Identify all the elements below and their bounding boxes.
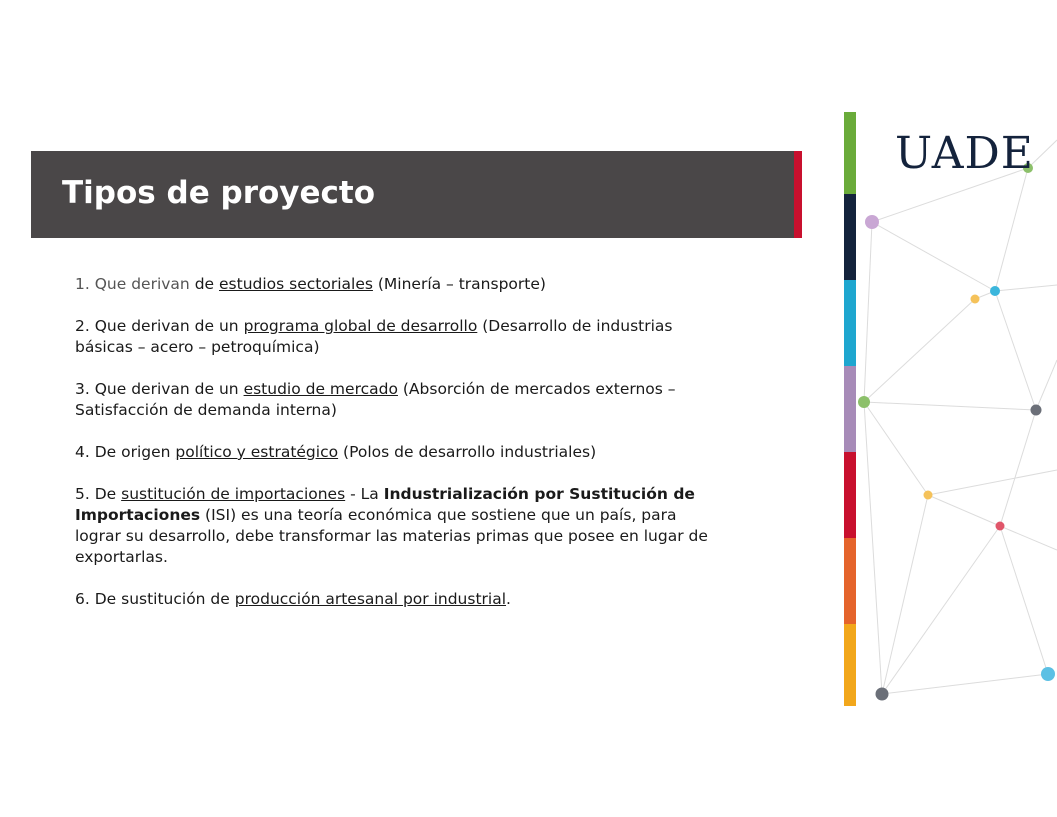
list-item bbox=[75, 316, 725, 358]
item-detail: (Absorción de mercados externos –Satisfacción de demanda interna) bbox=[75, 380, 676, 419]
item-prefix: 3. Que derivan de un bbox=[75, 380, 244, 398]
list-item bbox=[75, 484, 725, 568]
node-dot bbox=[996, 522, 1005, 531]
network-graphic bbox=[840, 110, 1057, 710]
item-detail: (Desarrollo de industrias básicas – acero – petroquímica) bbox=[75, 317, 673, 356]
title-accent-bar bbox=[794, 151, 802, 238]
item-prefix: 6. De sustitución de bbox=[75, 590, 235, 608]
item-prefix: 2. Que derivan de un bbox=[75, 317, 244, 335]
list-item bbox=[75, 589, 725, 610]
item-underlined-term: sustitución de importaciones bbox=[121, 485, 346, 503]
item-detail: (Minería – transporte) bbox=[372, 275, 546, 293]
node-dot bbox=[924, 491, 933, 500]
list-item bbox=[75, 442, 725, 463]
node-dot bbox=[865, 215, 879, 229]
item-connector: de bbox=[189, 275, 219, 293]
item-underlined-term: estudios sectoriales bbox=[219, 275, 373, 293]
title-banner bbox=[31, 151, 802, 238]
item-underlined-term: estudio de mercado bbox=[243, 380, 398, 398]
item-detail: . bbox=[506, 590, 511, 608]
item-bold-term: Industrialización por Sustitución de Importaciones bbox=[75, 485, 695, 524]
item-underlined-term: político y estratégico bbox=[175, 443, 339, 461]
decorative-panel bbox=[840, 110, 1057, 710]
slide-title: Tipos de proyecto bbox=[62, 175, 376, 211]
slide-body bbox=[75, 274, 725, 631]
item-underlined-term: producción artesanal por industrial bbox=[234, 590, 507, 608]
node-dot bbox=[971, 295, 980, 304]
node-dot bbox=[876, 688, 889, 701]
node-dot bbox=[990, 286, 1000, 296]
item-prefix: 1. Que derivan bbox=[75, 275, 190, 293]
node-dot bbox=[1031, 405, 1042, 416]
item-prefix: 5. De bbox=[75, 485, 122, 503]
node-dot bbox=[1041, 667, 1055, 681]
item-detail: (Polos de desarrollo industriales) bbox=[338, 443, 597, 461]
item-connector: - La bbox=[345, 485, 384, 503]
list-item bbox=[75, 379, 725, 421]
node-dot bbox=[858, 396, 870, 408]
item-detail: (ISI) es una teoría económica que sostiene que un país, para lograr su desarrollo, debe transformar las materias primas que posee en lugar de exportarlas. bbox=[75, 506, 708, 566]
list-item bbox=[75, 274, 725, 295]
item-prefix: 4. De origen bbox=[75, 443, 176, 461]
item-underlined-term: programa global de desarrollo bbox=[243, 317, 478, 335]
uade-logo: UADE bbox=[895, 128, 1034, 179]
